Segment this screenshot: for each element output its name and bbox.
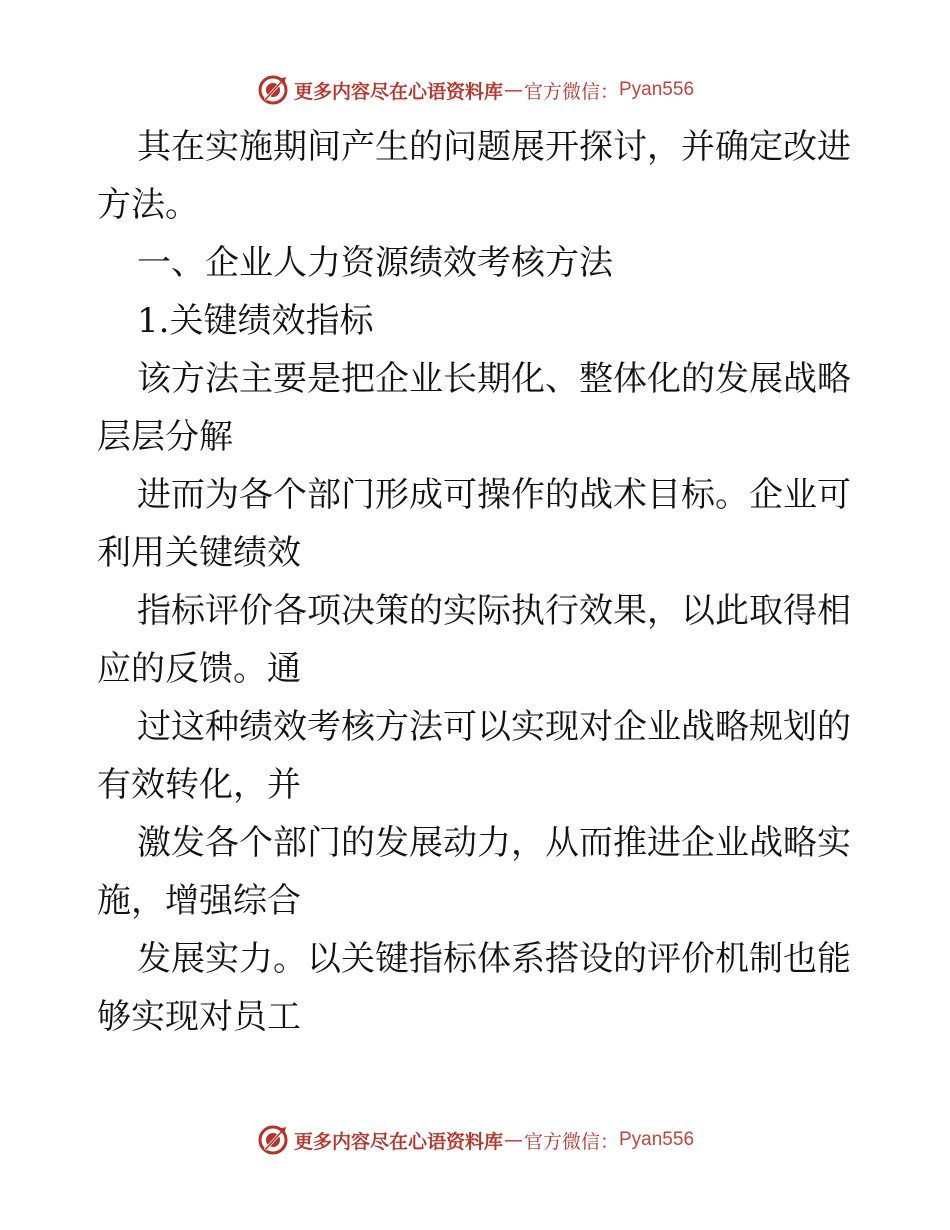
header-dash: — (503, 79, 523, 101)
document-body (97, 118, 857, 1046)
paragraph-6-line-2: 应的反馈。通 (97, 649, 301, 689)
header-wechat-id: Pyan556 (619, 79, 695, 100)
footer-banner (0, 1120, 950, 1160)
paragraph-8-line-1: 激发各个部门的发展动力，从而推进企业战略实 (137, 823, 851, 863)
paragraph-9 (97, 930, 857, 1046)
paragraph-8 (97, 814, 857, 930)
paragraph-1-line-2: 方法。 (97, 185, 199, 225)
paragraph-7 (97, 698, 857, 814)
paragraph-5-line-2: 利用关键绩效 (97, 533, 301, 573)
header-brand-text: 更多内容尽在心语资料库 (293, 80, 503, 103)
header-banner (0, 70, 950, 110)
paragraph-1 (97, 118, 857, 234)
paragraph-7-line-2: 有效转化，并 (97, 765, 301, 805)
footer-wechat-label: 官方微信： (523, 1130, 619, 1153)
paragraph-5 (97, 466, 857, 582)
paragraph-9-line-2: 够实现对员工 (97, 997, 301, 1037)
paragraph-4 (97, 350, 857, 466)
subsection-heading-text: 1.关键绩效指标 (137, 301, 374, 341)
header-wechat-label: 官方微信： (523, 80, 619, 103)
paragraph-6-line-1: 指标评价各项决策的实际执行效果，以此取得相 (137, 591, 851, 631)
paragraph-4-line-1: 该方法主要是把企业长期化、整体化的发展战略 (137, 359, 851, 399)
section-heading-text: 一、企业人力资源绩效考核方法 (137, 243, 613, 283)
footer-dash: — (503, 1129, 523, 1151)
paragraph-7-line-1: 过这种绩效考核方法可以实现对企业战略规划的 (137, 707, 851, 747)
subsection-heading (97, 292, 857, 350)
paragraph-8-line-2: 施，增强综合 (97, 881, 301, 921)
paragraph-5-line-1: 进而为各个部门形成可操作的战术目标。企业可 (137, 475, 851, 515)
paragraph-9-line-1: 发展实力。以关键指标体系搭设的评价机制也能 (137, 939, 851, 979)
red-stamp-logo-icon (256, 73, 290, 107)
paragraph-4-line-2: 层层分解 (97, 417, 233, 457)
footer-brand-text: 更多内容尽在心语资料库 (293, 1130, 503, 1153)
paragraph-1-line-1: 其在实施期间产生的问题展开探讨，并确定改进 (137, 127, 851, 167)
section-heading (97, 234, 857, 292)
paragraph-6 (97, 582, 857, 698)
footer-wechat-id: Pyan556 (619, 1129, 695, 1150)
red-stamp-logo-icon (256, 1123, 290, 1157)
